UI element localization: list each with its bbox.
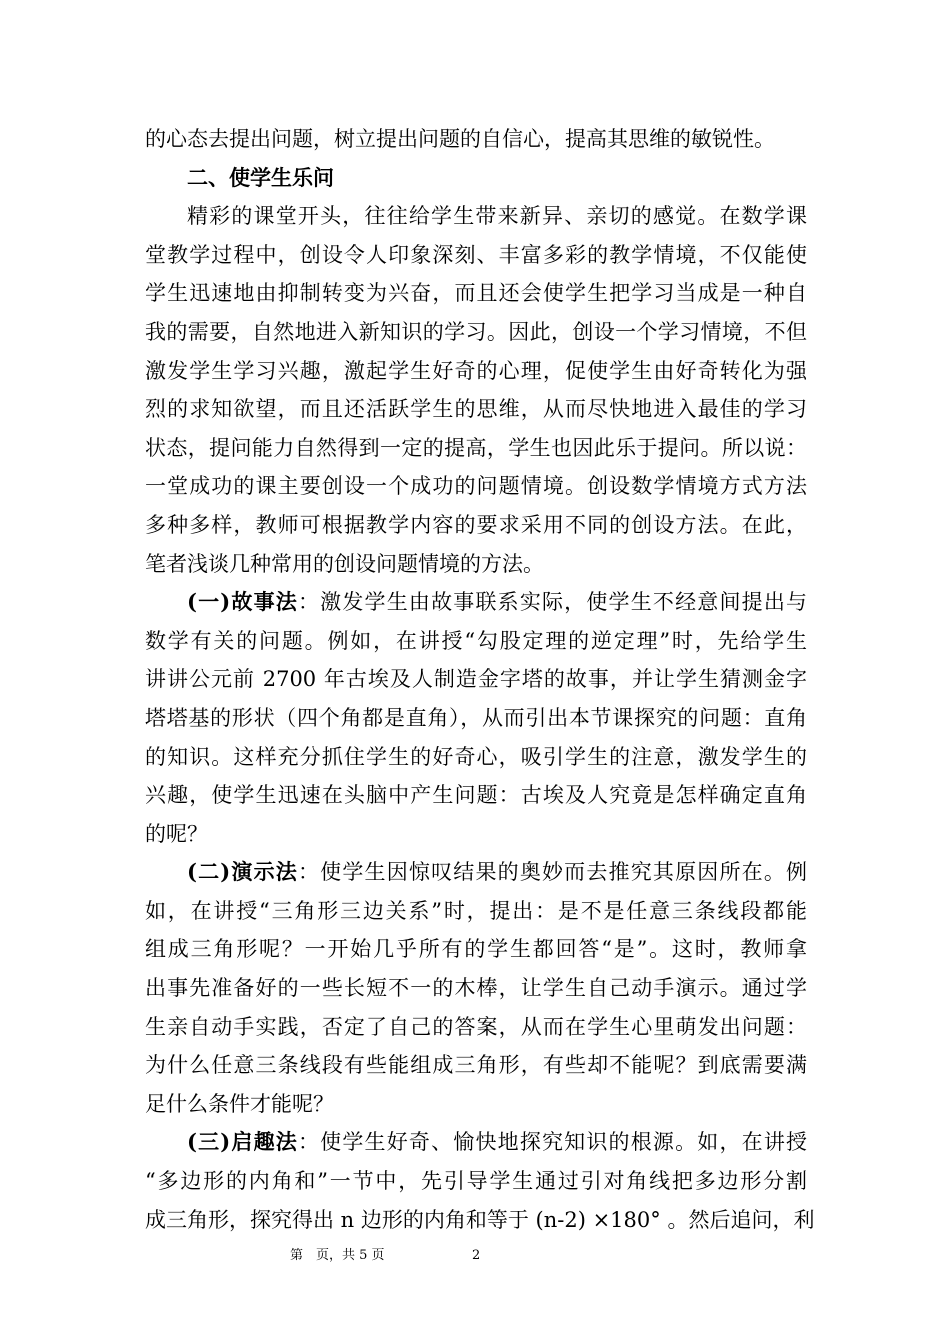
method-2-first-line — [145, 853, 807, 892]
paragraph-line: 讲讲公元前 2700 年古埃及人制造金字塔的故事，并让学生猜测金字 — [145, 667, 807, 692]
paragraph-line: 生亲自动手实践，否定了自己的答案，从而在学生心里萌发出问题： — [145, 1014, 807, 1039]
paragraph-line: 成三角形，探究得出 n 边形的内角和等于 (n-2) ×180° 。然后追问，利 — [145, 1207, 815, 1232]
method-2-text: ：使学生因惊叹结果的奥妙而去推究其原因所在。例 — [297, 860, 808, 885]
paragraph-line: 多种多样，教师可根据教学内容的要求采用不同的创设方法。在此， — [145, 512, 807, 537]
paragraph-line: 状态，提问能力自然得到一定的提高，学生也因此乐于提问。所以说： — [145, 435, 807, 460]
method-2-label: (二)演示法 — [187, 859, 298, 885]
paragraph-line: 组成三角形呢？一开始几乎所有的学生都回答“是”。这时，教师拿 — [145, 937, 807, 962]
paragraph-line: 足什么条件才能呢？ — [145, 1091, 334, 1116]
paragraph-line: 的呢？ — [145, 821, 208, 846]
method-3-first-line — [145, 1123, 807, 1162]
page-number: 2 — [472, 1248, 481, 1263]
page-count-text: 第 页，共 5 页 — [290, 1248, 385, 1263]
paragraph-line: 学生迅速地由抑制转变为兴奋，而且还会使学生把学习当成是一种自 — [145, 281, 807, 306]
paragraph-line: 堂教学过程中，创设令人印象深刻、丰富多彩的教学情境，不仅能使 — [145, 242, 807, 267]
section-heading: 二、使学生乐问 — [187, 164, 334, 190]
paragraph-line: 激发学生学习兴趣，激起学生好奇的心理，促使学生由好奇转化为强 — [145, 358, 807, 383]
method-3-label: (三)启趣法 — [187, 1129, 298, 1155]
paragraph-line: 出事先准备好的一些长短不一的木棒，让学生自己动手演示。通过学 — [145, 976, 807, 1001]
paragraph-line: 兴趣，使学生迅速在头脑中产生问题：古埃及人究竟是怎样确定直角 — [145, 783, 807, 808]
paragraph-line: 的知识。这样充分抓住学生的好奇心，吸引学生的注意，激发学生的 — [145, 744, 807, 769]
paragraph-line: 我的需要，自然地进入新知识的学习。因此，创设一个学习情境，不但 — [145, 319, 807, 344]
method-3-text: ：使学生好奇、愉快地探究知识的根源。如，在讲授 — [297, 1130, 808, 1155]
paragraph-line: 笔者浅谈几种常用的创设问题情境的方法。 — [145, 551, 544, 576]
page-body — [145, 120, 815, 1239]
paragraph-line: 为什么任意三条线段有些能组成三角形，有些却不能呢？到底需要满 — [145, 1053, 807, 1078]
method-1-text: ：激发学生由故事联系实际，使学生不经意间提出与 — [297, 590, 808, 615]
paragraph-line: “多边形的内角和”一节中，先引导学生通过引对角线把多边形分割 — [145, 1169, 807, 1194]
paragraph-line: 精彩的课堂开头，往往给学生带来新异、亲切的感觉。在数学课 — [187, 204, 807, 229]
paragraph-line: 塔塔基的形状（四个角都是直角），从而引出本节课探究的问题：直角 — [145, 705, 807, 730]
method-1-first-line — [145, 583, 807, 622]
paragraph-line: 一堂成功的课主要创设一个成功的问题情境。创设数学情境方式方法 — [145, 474, 807, 499]
paragraph-line: 烈的求知欲望，而且还活跃学生的思维，从而尽快地进入最佳的学习 — [145, 397, 807, 422]
page-footer — [0, 1246, 950, 1266]
paragraph-line: 数学有关的问题。例如，在讲授“勾股定理的逆定理”时，先给学生 — [145, 628, 807, 653]
method-1-label: (一)故事法 — [187, 589, 298, 615]
paragraph-line: 如，在讲授“三角形三边关系”时，提出：是不是任意三条线段都能 — [145, 898, 807, 923]
paragraph-line: 的心态去提出问题，树立提出问题的自信心，提高其思维的敏锐性。 — [145, 127, 775, 151]
